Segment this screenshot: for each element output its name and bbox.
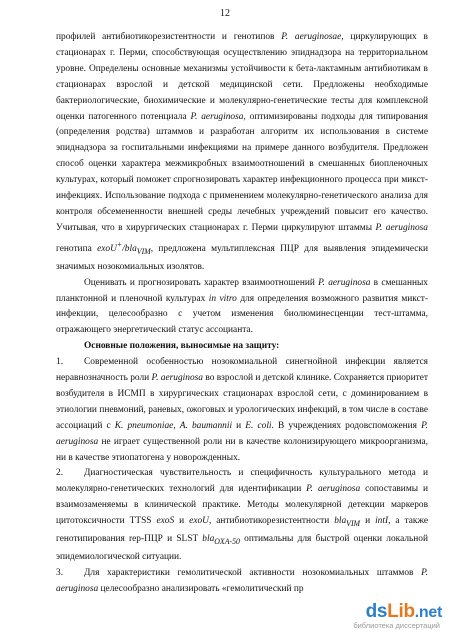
gene-name: exoS bbox=[156, 516, 175, 527]
text-run: , предложена мультиплексная ПЦР для выявления эпидемически значимых нозокомиальных изолятов. bbox=[56, 243, 429, 272]
page-number: 12 bbox=[220, 8, 230, 19]
list-item bbox=[56, 566, 428, 598]
text-run: , циркулирующих в стационарах г. Перми, способствующая осуществлению эпиднадзора на территориальном уровне. Определены основные механизмы устойчивости к бета-лактамным антибиотикам в стационарах взрослой и детской медицинской сети. Предложены необходимые бактериологические, биохимические и молекулярно-генетические тесты для комплексной оценки патогенного потенциала bbox=[56, 32, 428, 122]
paragraph-assessment bbox=[56, 276, 428, 340]
text-run: , оптимизированы подходы для типирования (определения родства) штаммов и разработан алгоритм их использования в системе эпиднадзора за госпитальными инфекциями на примере данного возбудителя. Предложен способ оценки характера межмикробных взаимоотношений в смешанных биопленочных культурах, который поможет спрогнозировать характер инфекционного процесса при микст-инфекциях. Использование подхода с применением молекулярно-генетического анализа для контроля обсемененности внешней среды лечебных учреждений повысит его качество. Учитывая, что в хирургических стационарах г. Перми циркулируют штаммы bbox=[56, 111, 428, 233]
gene-name: intI bbox=[375, 516, 389, 527]
text-run: Современной особенностью нозокомиальной синегнойной инфекции является неравнозначность роли bbox=[56, 357, 428, 384]
italic-term: in vitro bbox=[208, 293, 237, 304]
watermark-logo bbox=[304, 601, 442, 631]
text-run: , а также генотипирования rep-ПЦР и SLST bbox=[56, 516, 428, 544]
list-item bbox=[56, 466, 428, 565]
text-run: и bbox=[232, 420, 246, 431]
section-heading: Основные положения, выносимые на защиту: bbox=[84, 341, 280, 352]
species-name: P. aeruginosae bbox=[281, 32, 342, 42]
text-run: , bbox=[173, 420, 180, 431]
gene-name: bla$_{OXA-50}$ bbox=[202, 533, 240, 546]
species-name: P. aeruginosa bbox=[190, 111, 244, 122]
list-item-number: 2. bbox=[56, 468, 64, 479]
species-name: P. aeruginosa bbox=[151, 373, 203, 384]
paragraph-significance bbox=[56, 30, 428, 276]
text-run: сопоставимы и взаимозаменяемы в клинической практике. Методы молекулярной детекции маркеров цитотоксичности TTSS bbox=[56, 484, 429, 527]
text-run: генотипа bbox=[56, 243, 98, 254]
list-item-number: 1. bbox=[56, 357, 64, 368]
text-run: во взрослой и детской клинике. Сохраняется приоритет возбудителя в ИСМП в хирургических стационарах взрослой сети, с доминированием в этиологии пневмоний, раневых, ожоговых и урологических инфекций, в том числе в составе ассоциаций с bbox=[56, 373, 428, 431]
species-name: A. baumannii bbox=[179, 420, 233, 431]
gene-name: exoU bbox=[189, 516, 209, 527]
species-name: K. pneumoniae bbox=[114, 420, 174, 431]
text-run: и bbox=[360, 516, 376, 527]
text-run: , антибиотикорезистентности bbox=[208, 516, 335, 527]
document-body bbox=[56, 30, 428, 597]
text-run: . В учреждениях родовспоможения bbox=[271, 420, 422, 431]
species-name: P. aeruginosa bbox=[306, 484, 361, 495]
species-name: E. coli bbox=[245, 420, 272, 431]
genotype: exoU+/bla$_{VIM}$ bbox=[97, 239, 151, 256]
gene-name: bla$_{VIM}$ bbox=[334, 516, 361, 529]
species-name: P. aeruginosa bbox=[375, 222, 428, 233]
text-run: Оценивать и прогнозировать характер взаимоотношений bbox=[84, 277, 319, 288]
text-run: оптимальны для быстрой оценки локальной эпидемиологической ситуации. bbox=[56, 533, 428, 562]
watermark-caption: библиотека диссертаций bbox=[353, 621, 440, 630]
list-item-number: 3. bbox=[56, 567, 64, 578]
text-run: для определения возможного развития микст-инфекции, целесообразно с учетом изменения биолюминесценции тест-штамма, отражающего энергетический статус ассоцианта. bbox=[56, 293, 428, 336]
species-name: P. aeruginosa bbox=[318, 277, 371, 288]
text-run: и bbox=[174, 516, 190, 527]
text-run: профилей антибиотикорезистентности и генотипов bbox=[56, 32, 282, 42]
species-name: P. aeruginosa bbox=[56, 567, 428, 594]
text-run: не играет существенной роли ни в качестве колонизирующего микроорганизма, ни в качестве этиопатогена у новорожденных. bbox=[56, 436, 428, 463]
dslib-logo: dsLib.net bbox=[365, 601, 442, 622]
list-item bbox=[56, 355, 428, 466]
text-run: Диагностическая чувствительность и специфичность культурального метода и молекулярно-генетических технологий для идентификации bbox=[56, 468, 428, 495]
species-name: P. aeruginosa bbox=[56, 420, 428, 447]
text-run: целесообразно анализировать «гемолитический пр bbox=[98, 583, 304, 594]
text-run: в смешанных планктонной и пленочной культурах bbox=[56, 277, 428, 304]
text-run: Для характеристики гемолитической активности нозокомиальных штаммов bbox=[84, 567, 422, 578]
